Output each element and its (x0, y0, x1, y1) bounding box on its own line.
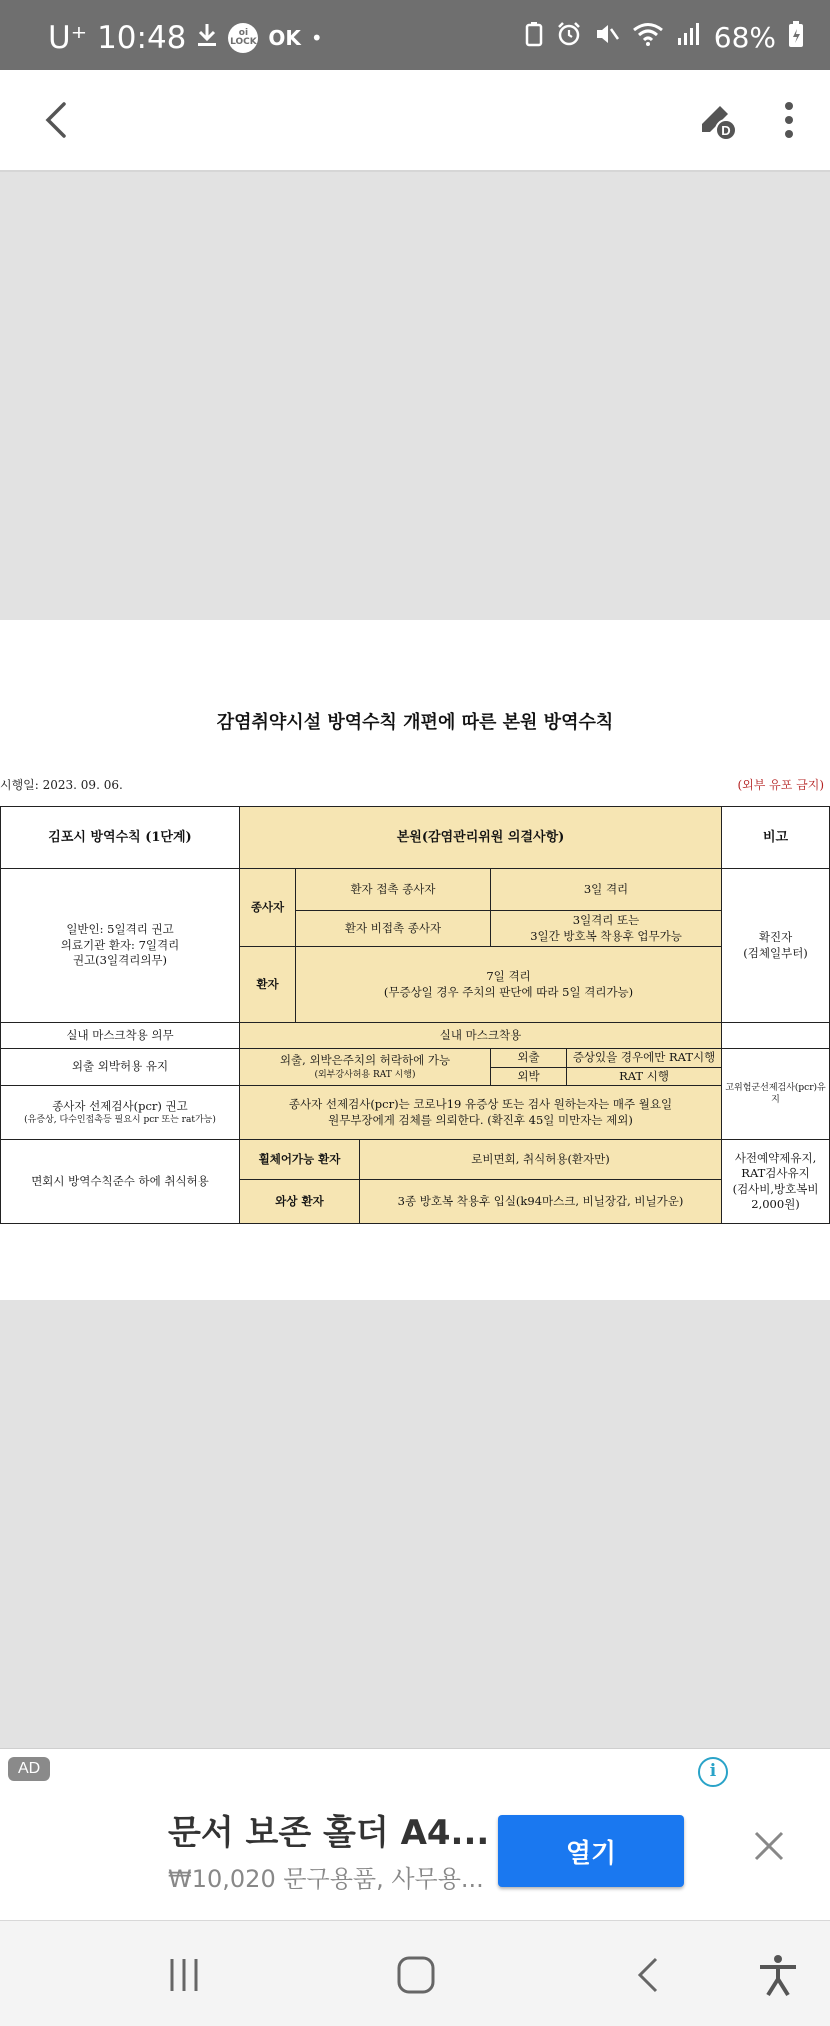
close-icon (752, 1829, 786, 1863)
row4-mid-line2: 원무부장에게 검체를 의뢰한다. (확진후 45일 미만자는 제외) (328, 1112, 633, 1127)
table-row (1, 869, 830, 911)
bedridden-label: 와상 환자 (240, 1180, 360, 1224)
wifi-icon (632, 21, 664, 53)
row5-note-line2: RAT검사유지 (741, 1166, 810, 1181)
status-bar (0, 0, 830, 70)
table-row (1, 1049, 830, 1068)
mute-icon (594, 21, 620, 53)
row5-note (722, 1140, 830, 1224)
row3-mid-line1: 외출, 외박은주치의 허락하에 가능 (279, 1053, 451, 1068)
document-page (0, 620, 830, 1300)
ad-banner[interactable] (0, 1748, 830, 1920)
edit-pen-button[interactable] (696, 98, 740, 142)
row5-left: 면회시 방역수칙준수 하에 취식허용 (1, 1140, 240, 1224)
row5-note-line3: (검사비,방호복비 (732, 1181, 819, 1196)
row4-left-line1: 종사자 선제검사(pcr) 권고 (52, 1098, 188, 1113)
row5-note-line1: 사전예약제유지, (734, 1150, 817, 1165)
no-share-notice: (외부 유포 금지) (737, 778, 824, 792)
row3-mid-line2: (외부강사허용 RAT 시행) (314, 1069, 416, 1080)
overnight-rule: RAT 시행 (567, 1067, 722, 1086)
header-hospital: 본원(감염관리위원 의결사항) (240, 807, 722, 869)
app-top-bar (0, 70, 830, 172)
recycle-icon (524, 21, 544, 53)
noncontact-staff-label: 환자 비접촉 종사자 (296, 911, 491, 947)
noncontact-rule-line1: 3일격리 또는 (572, 912, 640, 927)
row4-mid-line1: 종사자 선제검사(pcr)는 코로나19 유증상 또는 검사 원하는자는 매주 월요일 (288, 1097, 673, 1112)
patient-rule-line1: 7일 격리 (486, 968, 531, 983)
info-icon[interactable]: i (698, 1757, 728, 1787)
row3-mid (240, 1049, 491, 1086)
accessibility-icon (756, 1953, 800, 1997)
patient-label: 환자 (240, 947, 296, 1023)
row4-left-line2: (유증상, 다수인접촉등 필요시 pcr 또는 rat가능) (24, 1115, 216, 1126)
effective-date: 시행일: 2023. 09. 06. (0, 778, 123, 792)
ad-open-button[interactable]: 열기 (498, 1815, 684, 1887)
row1-left-line2: 의료기관 환자: 7일격리 (60, 937, 180, 952)
row1-note-line2: (검체일부터) (743, 945, 808, 960)
row3-note: 고위험군선제검사(pcr)유지 (722, 1049, 830, 1140)
noncontact-rule-line2: 3일간 방호복 착용후 업무가능 (530, 928, 682, 943)
wheelchair-rule: 로비면회, 취식허용(환자만) (360, 1140, 722, 1180)
dot-icon: • (310, 26, 323, 50)
header-note: 비고 (722, 807, 830, 869)
row5-note-line4: 2,000원) (751, 1197, 800, 1212)
battery-icon (788, 20, 804, 54)
row1-left-line3: 권고(3일격리의무) (72, 953, 168, 968)
wheelchair-label: 휠체어가능 환자 (240, 1140, 360, 1180)
outing-label: 외출 (491, 1049, 567, 1068)
battery-label: 68% (713, 20, 776, 54)
table-row (1, 1140, 830, 1180)
row3-left: 외출 외박허용 유지 (1, 1049, 240, 1086)
back-arrow-icon (36, 98, 80, 142)
document-title: 감염취약시설 방역수칙 개편에 따른 본원 방역수칙 (216, 712, 614, 733)
staff-label: 종사자 (240, 869, 296, 947)
svg-text:D: D (721, 123, 731, 138)
lock-badge-icon: oi LOCK (228, 23, 258, 53)
ad-badge: AD (8, 1757, 50, 1781)
ok-badge-icon: OK (268, 26, 301, 50)
patient-rule-line2: (무증상일 경우 주치의 판단에 따라 5일 격리가능) (383, 984, 634, 999)
row2-note (722, 1023, 830, 1049)
status-right (524, 20, 804, 54)
download-icon (196, 22, 218, 54)
contact-staff-rule: 3일 격리 (491, 869, 722, 911)
row1-note-cell (722, 869, 830, 1023)
overnight-label: 외박 (491, 1067, 567, 1086)
row2-left: 실내 마스크착용 의무 (1, 1023, 240, 1049)
contact-staff-label: 환자 접촉 종사자 (296, 869, 491, 911)
rules-table (0, 806, 830, 1224)
home-icon (394, 1953, 438, 1997)
row1-left-cell (1, 869, 240, 1023)
row4-left (1, 1086, 240, 1140)
recent-apps-button[interactable] (162, 1953, 206, 1997)
ad-title[interactable]: 문서 보존 홀더 A4... (168, 1813, 490, 1853)
header-gimpo: 김포시 방역수칙 (1단계) (1, 807, 240, 869)
carrier-label: U⁺ (48, 20, 88, 56)
bedridden-rule: 3종 방호복 착용후 입실(k94마스크, 비닐장갑, 비닐가운) (360, 1180, 722, 1224)
patient-rule (296, 947, 722, 1023)
accessibility-button[interactable] (756, 1953, 800, 1997)
back-button[interactable] (36, 98, 80, 142)
status-left (48, 20, 323, 56)
table-row (1, 1023, 830, 1049)
system-nav-bar (0, 1920, 830, 2026)
ad-subtitle[interactable]: ₩10,020 문구용품, 사무용... (168, 1865, 484, 1893)
more-options-button[interactable] (774, 98, 804, 142)
row4-mid (240, 1086, 722, 1140)
ad-close-button[interactable] (752, 1829, 786, 1863)
table-row (1, 1086, 830, 1140)
noncontact-staff-rule (491, 911, 722, 947)
alarm-icon (556, 21, 582, 53)
table-header-row (1, 807, 830, 869)
recent-apps-icon (162, 1953, 206, 1997)
home-button[interactable] (394, 1953, 438, 1997)
signal-icon (676, 21, 702, 53)
pen-d-icon (696, 98, 740, 142)
nav-back-button[interactable] (628, 1953, 672, 1997)
outing-rule: 증상있을 경우에만 RAT시행 (567, 1049, 722, 1068)
row2-mid: 실내 마스크착용 (240, 1023, 722, 1049)
more-vertical-icon (774, 98, 804, 142)
row1-left-line1: 일반인: 5일격리 권고 (66, 922, 174, 937)
nav-back-icon (628, 1953, 672, 1997)
row1-note-line1: 확진자 (758, 929, 793, 944)
time-label: 10:48 (97, 20, 187, 56)
